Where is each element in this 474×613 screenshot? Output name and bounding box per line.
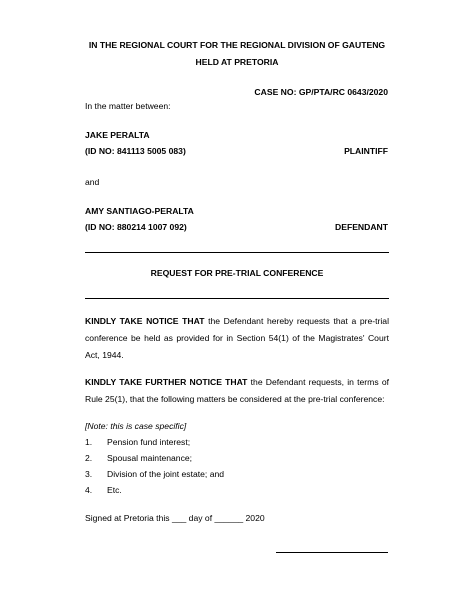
notice-2-body: the Defendant requests, in terms of Rule 25(1), that the following matters be considered at the pre-trial conference: (85, 377, 389, 404)
matter-between-label: In the matter between: (85, 101, 171, 111)
plaintiff-name: JAKE PERALTA (85, 130, 150, 140)
defendant-id: (ID NO: 880214 1007 092) (85, 222, 187, 232)
and-label: and (85, 177, 100, 187)
case-specific-note: [Note: this is case specific] (85, 421, 187, 431)
court-heading-line2: HELD AT PRETORIA (195, 57, 279, 67)
list-item-text: Pension fund interest; (107, 437, 191, 447)
notice-2-lead: KINDLY TAKE FURTHER NOTICE THAT (85, 377, 248, 387)
document-title: REQUEST FOR PRE-TRIAL CONFERENCE (150, 268, 324, 278)
notice-1-body: the Defendant hereby requests that a pre-trial conference be held as provided for in Section 54(1) of the Magistrates' Court Act, 1944. (85, 316, 389, 360)
notice-paragraph-2 (85, 374, 389, 408)
divider-bottom (85, 298, 389, 299)
plaintiff-id: (ID NO: 841113 5005 083) (85, 146, 186, 156)
case-number: CASE NO: GP/PTA/RC 0643/2020 (254, 87, 388, 97)
list-item-text: Spousal maintenance; (107, 453, 193, 463)
list-item (85, 485, 122, 495)
list-item-number: 3. (85, 469, 93, 479)
list-item-number: 1. (85, 437, 93, 447)
list-item-number: 4. (85, 485, 93, 495)
signed-at-line: Signed at Pretoria this ___ day of ______ 2020 (85, 513, 265, 523)
defendant-name: AMY SANTIAGO-PERALTA (85, 206, 194, 216)
divider-top (85, 252, 389, 253)
list-item-text: Division of the joint estate; and (107, 469, 225, 479)
signature-line (276, 552, 388, 553)
list-item (85, 437, 190, 447)
notice-1-lead: KINDLY TAKE NOTICE THAT (85, 316, 205, 326)
list-item-number: 2. (85, 453, 93, 463)
list-item (85, 469, 224, 479)
plaintiff-role: PLAINTIFF (344, 146, 388, 156)
list-item-text: Etc. (107, 485, 122, 495)
notice-paragraph-1 (85, 313, 389, 364)
defendant-role: DEFENDANT (335, 222, 388, 232)
list-item (85, 453, 192, 463)
court-heading-line1: IN THE REGIONAL COURT FOR THE REGIONAL DIVISION OF GAUTENG (88, 40, 386, 50)
